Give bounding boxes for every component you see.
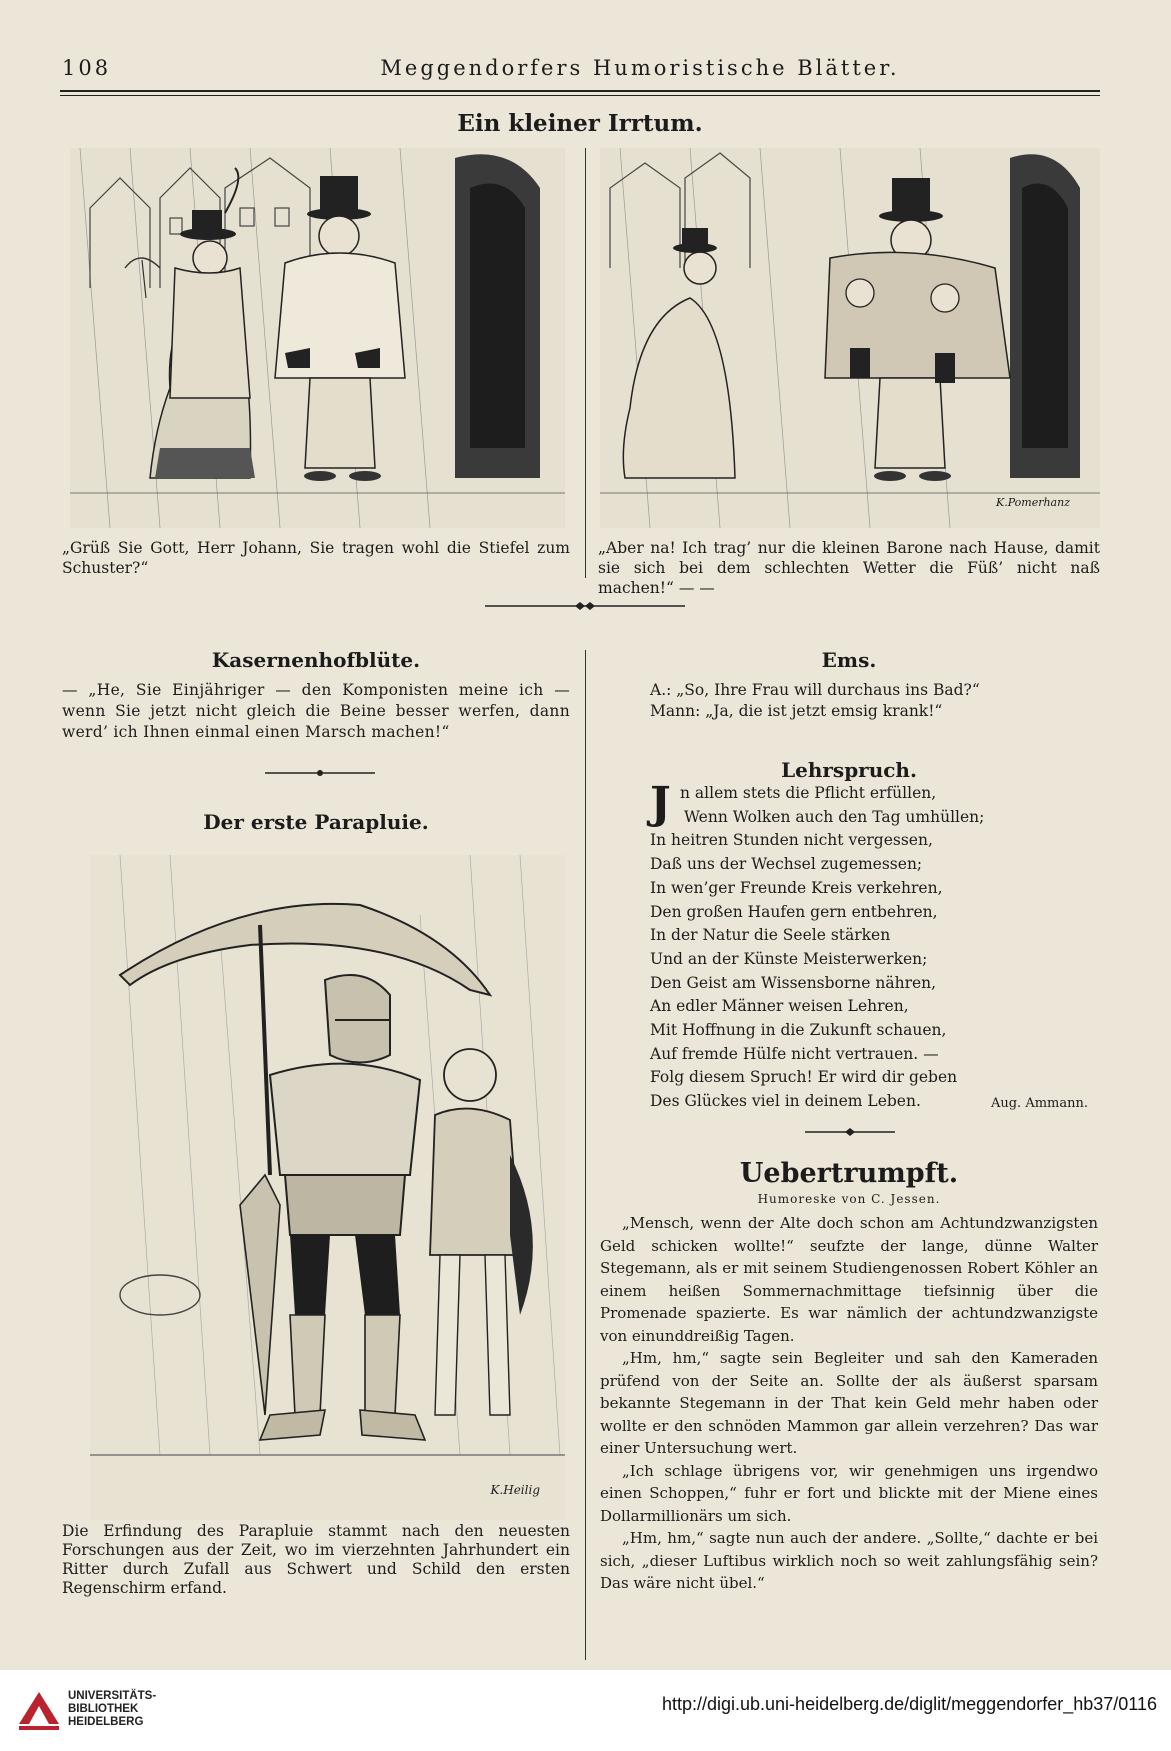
digitization-footer <box>0 1670 1171 1751</box>
parapluie-title: Der erste Parapluie. <box>203 810 429 834</box>
ems-dialog <box>650 680 1100 722</box>
ornament-dash-left <box>265 768 375 778</box>
poem-line: Daß uns der Wechsel zugemessen; <box>650 855 923 874</box>
ems-title: Ems. <box>821 648 877 672</box>
story-paragraph: „Hm, hm,“ sagte nun auch der andere. „Sollte,“ dachte er bei sich, „dieser Luftibus wirklich noch so weit zahlungsfähig sein? Das wäre nicht übel.“ <box>600 1529 1098 1592</box>
parapluie-caption: Die Erfindung des Parapluie stammt nach den neuesten Forschungen aus der Zeit, wo im vierzehnten Jahrhundert ein Ritter durch Zufall aus Schwert und Schild den ersten Regenschirm erfand. <box>62 1522 570 1597</box>
uebertrumpft-body <box>600 1212 1098 1595</box>
street-scene-illustration-right <box>600 148 1100 528</box>
ems-line-1: A.: „So, Ihre Frau will durchaus ins Bad?“ <box>650 681 980 699</box>
comic-artist-signature: K.Pomerhanz <box>995 496 1070 509</box>
uebertrumpft-subtitle: Humoreske von C. Jessen. <box>757 1192 941 1206</box>
poem-line: In wen’ger Freunde Kreis verkehren, <box>650 878 943 897</box>
page-number: 108 <box>62 56 112 80</box>
street-scene-illustration-left <box>70 148 565 528</box>
comic-panel-left <box>70 148 565 528</box>
university-logo-icon <box>14 1684 64 1734</box>
poem-line: An edler Männer weisen Lehren, <box>650 997 909 1016</box>
header-rule <box>60 90 1100 92</box>
comic-divider <box>585 148 586 578</box>
poem-line: Mit Hoffnung in die Zukunft schauen, <box>650 1021 947 1040</box>
institution-line: BIBLIOTHEK <box>68 1703 139 1715</box>
knight-artist-signature: K.Heilig <box>490 1483 540 1497</box>
kaserne-title: Kasernenhofblüte. <box>211 648 421 672</box>
source-url-link[interactable]: http://digi.ub.uni-heidelberg.de/diglit/meggendorfer_hb37/0116 <box>661 1694 1157 1714</box>
poem-author: Aug. Ammann. <box>990 1096 1088 1111</box>
ornament-small-left <box>230 766 410 782</box>
poem-line: Den großen Haufen gern entbehren, <box>650 902 938 921</box>
institution-name <box>68 1690 156 1729</box>
comic-caption-right: „Aber na! Ich trag’ nur die kleinen Barone nach Hause, damit sie sich bei dem schlechten Wetter die Füß’ nicht naß machen!“ — — <box>598 539 1100 597</box>
ornament-small-right <box>760 1125 940 1141</box>
lehrspruch-poem <box>650 778 1090 1114</box>
knight-illustration <box>90 855 565 1520</box>
ems-line-2: Mann: „Ja, die ist jetzt emsig krank!“ <box>650 702 943 720</box>
uebertrumpft-title: Uebertrumpft. <box>739 1158 959 1189</box>
knight-umbrella-drawing <box>90 855 565 1520</box>
poem-line: Des Glückes viel in deinem Leben. <box>650 1092 921 1111</box>
institution-line: UNIVERSITÄTS- <box>68 1690 157 1702</box>
header-rule-thin <box>60 95 1100 96</box>
kaserne-text: — „He, Sie Einjähriger — den Komponisten meine ich — wenn Sie jetzt nicht gleich die Beine besser werfen, dann werd’ ich Ihnen einmal einen Marsch machen!“ <box>62 681 570 741</box>
poem-line: Auf fremde Hülfe nicht vertrauen. — <box>650 1044 939 1063</box>
comic-panel-right <box>600 148 1100 528</box>
poem-line: Den Geist am Wissensborne nähren, <box>650 973 937 992</box>
story-paragraph: „Hm, hm,“ sagte sein Begleiter und sah den Kameraden prüfend von der Seite an. Sollte der als äußerst sparsam bekannte Stegemann in der That kein Geld mehr haben oder wollte er den schnöden Mammon gar allein verzehren? Das war einer Untersuchung wert. <box>600 1349 1098 1457</box>
poem-line: Folg diesem Spruch! Er wird dir geben <box>650 1068 958 1087</box>
comic-title: Ein kleiner Irrtum. <box>457 110 703 137</box>
ornament-line <box>485 600 685 612</box>
poem-first-line-rest: n allem stets die Pflicht erfüllen, <box>680 784 937 802</box>
poem-line: In der Natur die Seele stärken <box>650 926 891 945</box>
story-paragraph: „Mensch, wenn der Alte doch schon am Achtundzwanzigsten Geld schicken wollte!“ seufzte der lange, dünne Walter Stegemann, als er mit seinem Studiengenossen Robert Köhler an einem heißen Sommernachmittage tiefsinnig über die Promenade spazierte. Es war nämlich der achtundzwanzigste von einunddreißig Tagen. <box>600 1214 1098 1345</box>
poem-line: In heitren Stunden nicht vergessen, <box>650 831 933 850</box>
poem-line: Und an der Künste Meisterwerken; <box>650 949 928 968</box>
column-divider <box>585 650 586 1660</box>
story-paragraph: „Ich schlage übrigens vor, wir genehmigen uns irgendwo einen Schoppen,“ fuhr er fort und blickte mit der Miene eines Dollarmillionärs um sich. <box>600 1461 1098 1525</box>
section-ornament <box>440 600 730 616</box>
poem-line: Wenn Wolken auch den Tag umhüllen; <box>684 807 985 826</box>
lehrspruch-title: Lehrspruch. <box>781 758 917 782</box>
journal-title: Meggendorfers Humoristische Blätter. <box>380 56 900 80</box>
comic-caption-left: „Grüß Sie Gott, Herr Johann, Sie tragen wohl die Stiefel zum Schuster?“ <box>62 539 570 577</box>
ornament-dash-right <box>805 1127 895 1137</box>
page-header <box>60 56 1100 86</box>
poem-initial: J <box>650 778 671 829</box>
institution-line: HEIDELBERG <box>68 1716 144 1728</box>
